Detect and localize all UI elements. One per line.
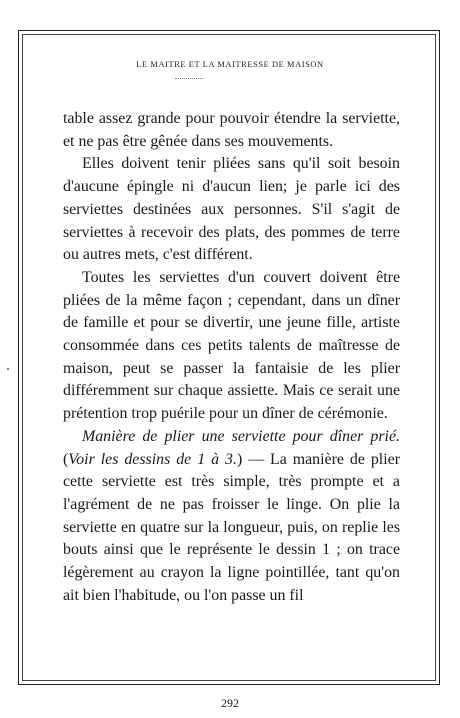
text-run: Toutes les serviettes d'un couvert doivent être pliées de la même façon ; cependant, dans un dîner de famille et pour se divertir, une jeune fille, artiste consommée dans ces petits talents de maîtresse de maison, peut se passer la fantaisie de les plier différemment sur chaque assiette. Mais ce serait une prétention trop puérile pour un dîner de cérémonie. (63, 268, 400, 423)
body-text (63, 108, 400, 607)
text-run: ) — La manière de plier cette serviette est très simple, très prompte et a l'agrément de ne pas froisser le linge. On plie la serviette en quatre sur la longueur, puis, on replie les bouts ainsi que le représente le dessin 1 ; on trace légèrement au crayon la ligne pointillée, tant qu'on ait bien l'habitude, ou l'on passe un fil (63, 450, 400, 604)
paragraph (63, 108, 400, 153)
text-run: Elles doivent tenir pliées sans qu'il soit besoin d'aucune épingle ni d'aucun lien; je parle ici des serviettes destinées aux personnes. S'il s'agit de serviettes à recevoir des plats, des pommes de terre ou autres mets, c'est différent. (63, 155, 400, 264)
paragraph (63, 267, 400, 426)
italic-run: Voir les dessins de 1 à 3. (68, 450, 237, 468)
italic-run: Manière de plier une serviette pour dîner prié. (82, 427, 400, 445)
text-run: ( (63, 450, 69, 468)
page-number: 292 (221, 696, 239, 710)
paragraph (63, 153, 400, 267)
text-run: table assez grande pour pouvoir étendre la serviette, et ne pas être gênée dans ses mouvements. (63, 110, 400, 150)
head-ornament (175, 78, 203, 79)
paragraph (63, 426, 400, 608)
margin-speck (7, 368, 9, 370)
running-head: LE MAITRE ET LA MAITRESSE DE MAISON (136, 60, 324, 69)
